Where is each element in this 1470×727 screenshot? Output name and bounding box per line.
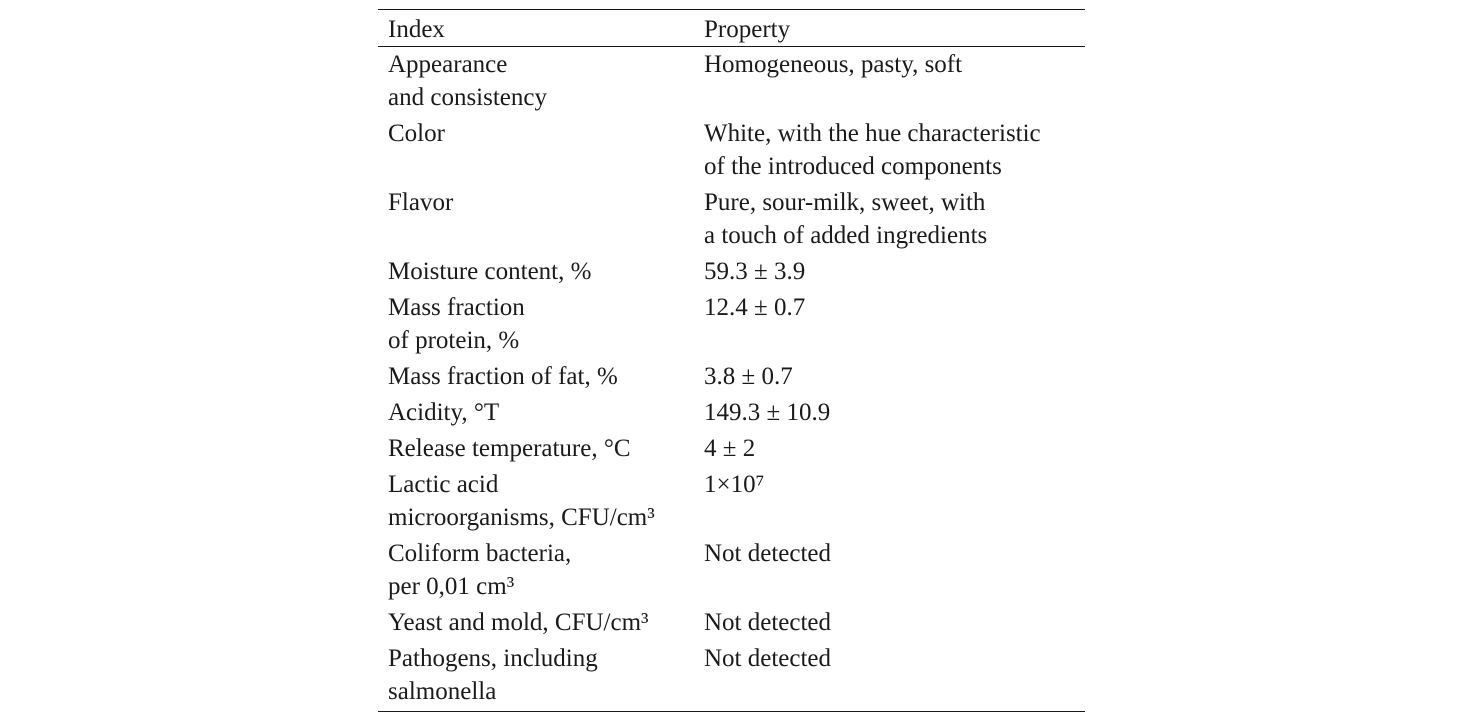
table-row	[378, 291, 1085, 360]
index-cell	[378, 468, 704, 537]
index-text: and consistency	[388, 84, 547, 111]
index-cell	[378, 606, 704, 642]
property-cell	[704, 396, 1085, 432]
properties-table	[378, 9, 1085, 712]
property-text: Not detected	[704, 609, 832, 636]
property-text: 59.3 ± 3.9	[704, 258, 806, 285]
table-row	[378, 255, 1085, 291]
property-cell	[704, 606, 1085, 642]
property-text: White, with the hue characteristic	[704, 120, 1041, 147]
property-cell	[704, 432, 1085, 468]
property-text: Not detected	[704, 540, 832, 567]
table-row	[378, 432, 1085, 468]
index-cell	[378, 360, 704, 396]
index-cell	[378, 255, 704, 291]
index-text: Mass fraction	[388, 294, 525, 321]
index-cell	[378, 117, 704, 186]
index-cell	[378, 396, 704, 432]
properties-table-container	[378, 9, 1085, 712]
column-header-property: Property	[704, 16, 791, 43]
property-text: Not detected	[704, 645, 832, 672]
index-text: Mass fraction of fat, %	[388, 363, 618, 390]
table-row	[378, 537, 1085, 606]
index-text: Pathogens, including	[388, 645, 598, 672]
table-row	[378, 468, 1085, 537]
property-cell	[704, 255, 1085, 291]
index-cell	[378, 186, 704, 255]
index-text: Acidity, °T	[388, 399, 500, 426]
property-cell	[704, 117, 1085, 186]
index-cell	[378, 432, 704, 468]
index-text: Flavor	[388, 189, 454, 216]
index-text: Coliform bacteria,	[388, 540, 572, 567]
table-header	[378, 10, 1085, 47]
property-cell	[704, 468, 1085, 537]
property-cell	[704, 360, 1085, 396]
index-text: of protein, %	[388, 327, 520, 354]
index-text: per 0,01 cm³	[388, 573, 515, 600]
index-text: Yeast and mold, CFU/cm³	[388, 609, 649, 636]
property-cell	[704, 47, 1085, 118]
property-cell	[704, 642, 1085, 712]
index-text: Release temperature, °C	[388, 435, 631, 462]
property-cell	[704, 291, 1085, 360]
index-text: microorganisms, CFU/cm³	[388, 504, 655, 531]
column-header-index: Index	[388, 16, 445, 43]
index-text: Appearance	[388, 51, 508, 78]
table-row	[378, 642, 1085, 712]
table-row	[378, 396, 1085, 432]
header-row	[378, 10, 1085, 47]
index-cell	[378, 47, 704, 118]
index-text: Lactic acid	[388, 471, 499, 498]
index-text: Moisture content, %	[388, 258, 592, 285]
property-text: Pure, sour-milk, sweet, with	[704, 189, 986, 216]
property-text: 4 ± 2	[704, 435, 756, 462]
property-text: 1×10⁷	[704, 471, 765, 498]
property-text: 149.3 ± 10.9	[704, 399, 831, 426]
table-row	[378, 47, 1085, 118]
table-row	[378, 117, 1085, 186]
property-text: 12.4 ± 0.7	[704, 294, 806, 321]
index-text: Color	[388, 120, 445, 147]
index-cell	[378, 291, 704, 360]
property-cell	[704, 537, 1085, 606]
index-cell	[378, 642, 704, 712]
property-cell	[704, 186, 1085, 255]
property-text: a touch of added ingredients	[704, 222, 988, 249]
property-text: of the introduced components	[704, 153, 1002, 180]
property-text: 3.8 ± 0.7	[704, 363, 793, 390]
index-cell	[378, 537, 704, 606]
index-text: salmonella	[388, 678, 497, 705]
property-text: Homogeneous, pasty, soft	[704, 51, 963, 78]
table-row	[378, 360, 1085, 396]
table-row	[378, 186, 1085, 255]
table-row	[378, 606, 1085, 642]
table-body	[378, 47, 1085, 712]
